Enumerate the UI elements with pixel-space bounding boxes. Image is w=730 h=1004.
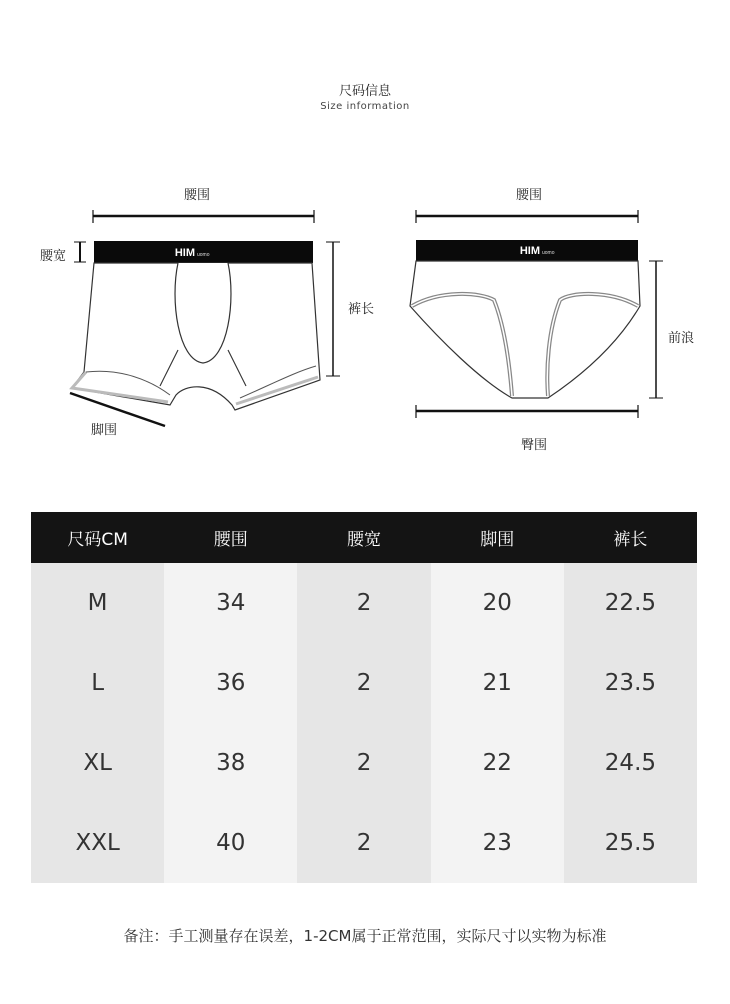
table-cell: 23 [482,830,512,856]
column-length [564,563,697,883]
table-cell: 22.5 [604,590,657,616]
boxer-logo: HIM [174,247,195,259]
boxer-length-label: 裤长 [348,302,375,317]
table-cell: 2 [356,590,372,616]
header-length: 裤长 [613,530,648,550]
table-cell: 2 [356,670,372,696]
table-cell: XL [83,750,112,776]
table-cell: 24.5 [604,750,657,776]
size-table-body [31,563,697,883]
table-cell: L [91,670,105,696]
size-table [31,512,697,883]
boxer-logo-sub: uomo [197,252,210,258]
table-cell: 36 [216,670,246,696]
table-cell: M [87,590,108,616]
brief-waist-label: 腰围 [516,188,543,203]
table-cell: 21 [482,670,512,696]
column-band-width [297,563,430,883]
title-en: Size information [320,101,410,112]
table-cell: 20 [482,590,512,616]
brief-logo-sub: uomo [542,250,555,256]
size-table-header [31,512,697,563]
table-cell: XXL [75,830,120,856]
header-band-width: 腰宽 [347,530,381,550]
brief-hip-label: 臀围 [521,438,548,453]
column-size [31,563,164,883]
header-leg-opening: 脚围 [480,530,515,550]
brief-logo: HIM [519,245,540,257]
column-leg-opening [431,563,564,883]
table-cell: 38 [216,750,246,776]
table-cell: 23.5 [604,670,657,696]
brief-illustration [410,210,663,418]
column-waist [164,563,297,883]
table-cell: 40 [216,830,246,856]
table-cell: 22 [482,750,512,776]
table-cell: 25.5 [604,830,657,856]
measurement-note: 备注：手工测量存在误差，1-2CM属于正常范围，实际尺寸以实物为标准 [123,927,607,945]
table-cell: 2 [356,830,372,856]
boxer-leg-label: 脚围 [91,423,118,438]
boxer-band-width-label: 腰宽 [40,249,67,264]
brief-front-rise-label: 前浪 [668,331,695,346]
header-waist: 腰围 [213,530,248,550]
table-cell: 2 [356,750,372,776]
boxer-illustration [70,210,340,426]
table-cell: 34 [216,590,246,616]
boxer-waist-label: 腰围 [184,188,211,203]
header-size: 尺码CM [67,530,128,550]
title-cn: 尺码信息 [338,84,391,99]
